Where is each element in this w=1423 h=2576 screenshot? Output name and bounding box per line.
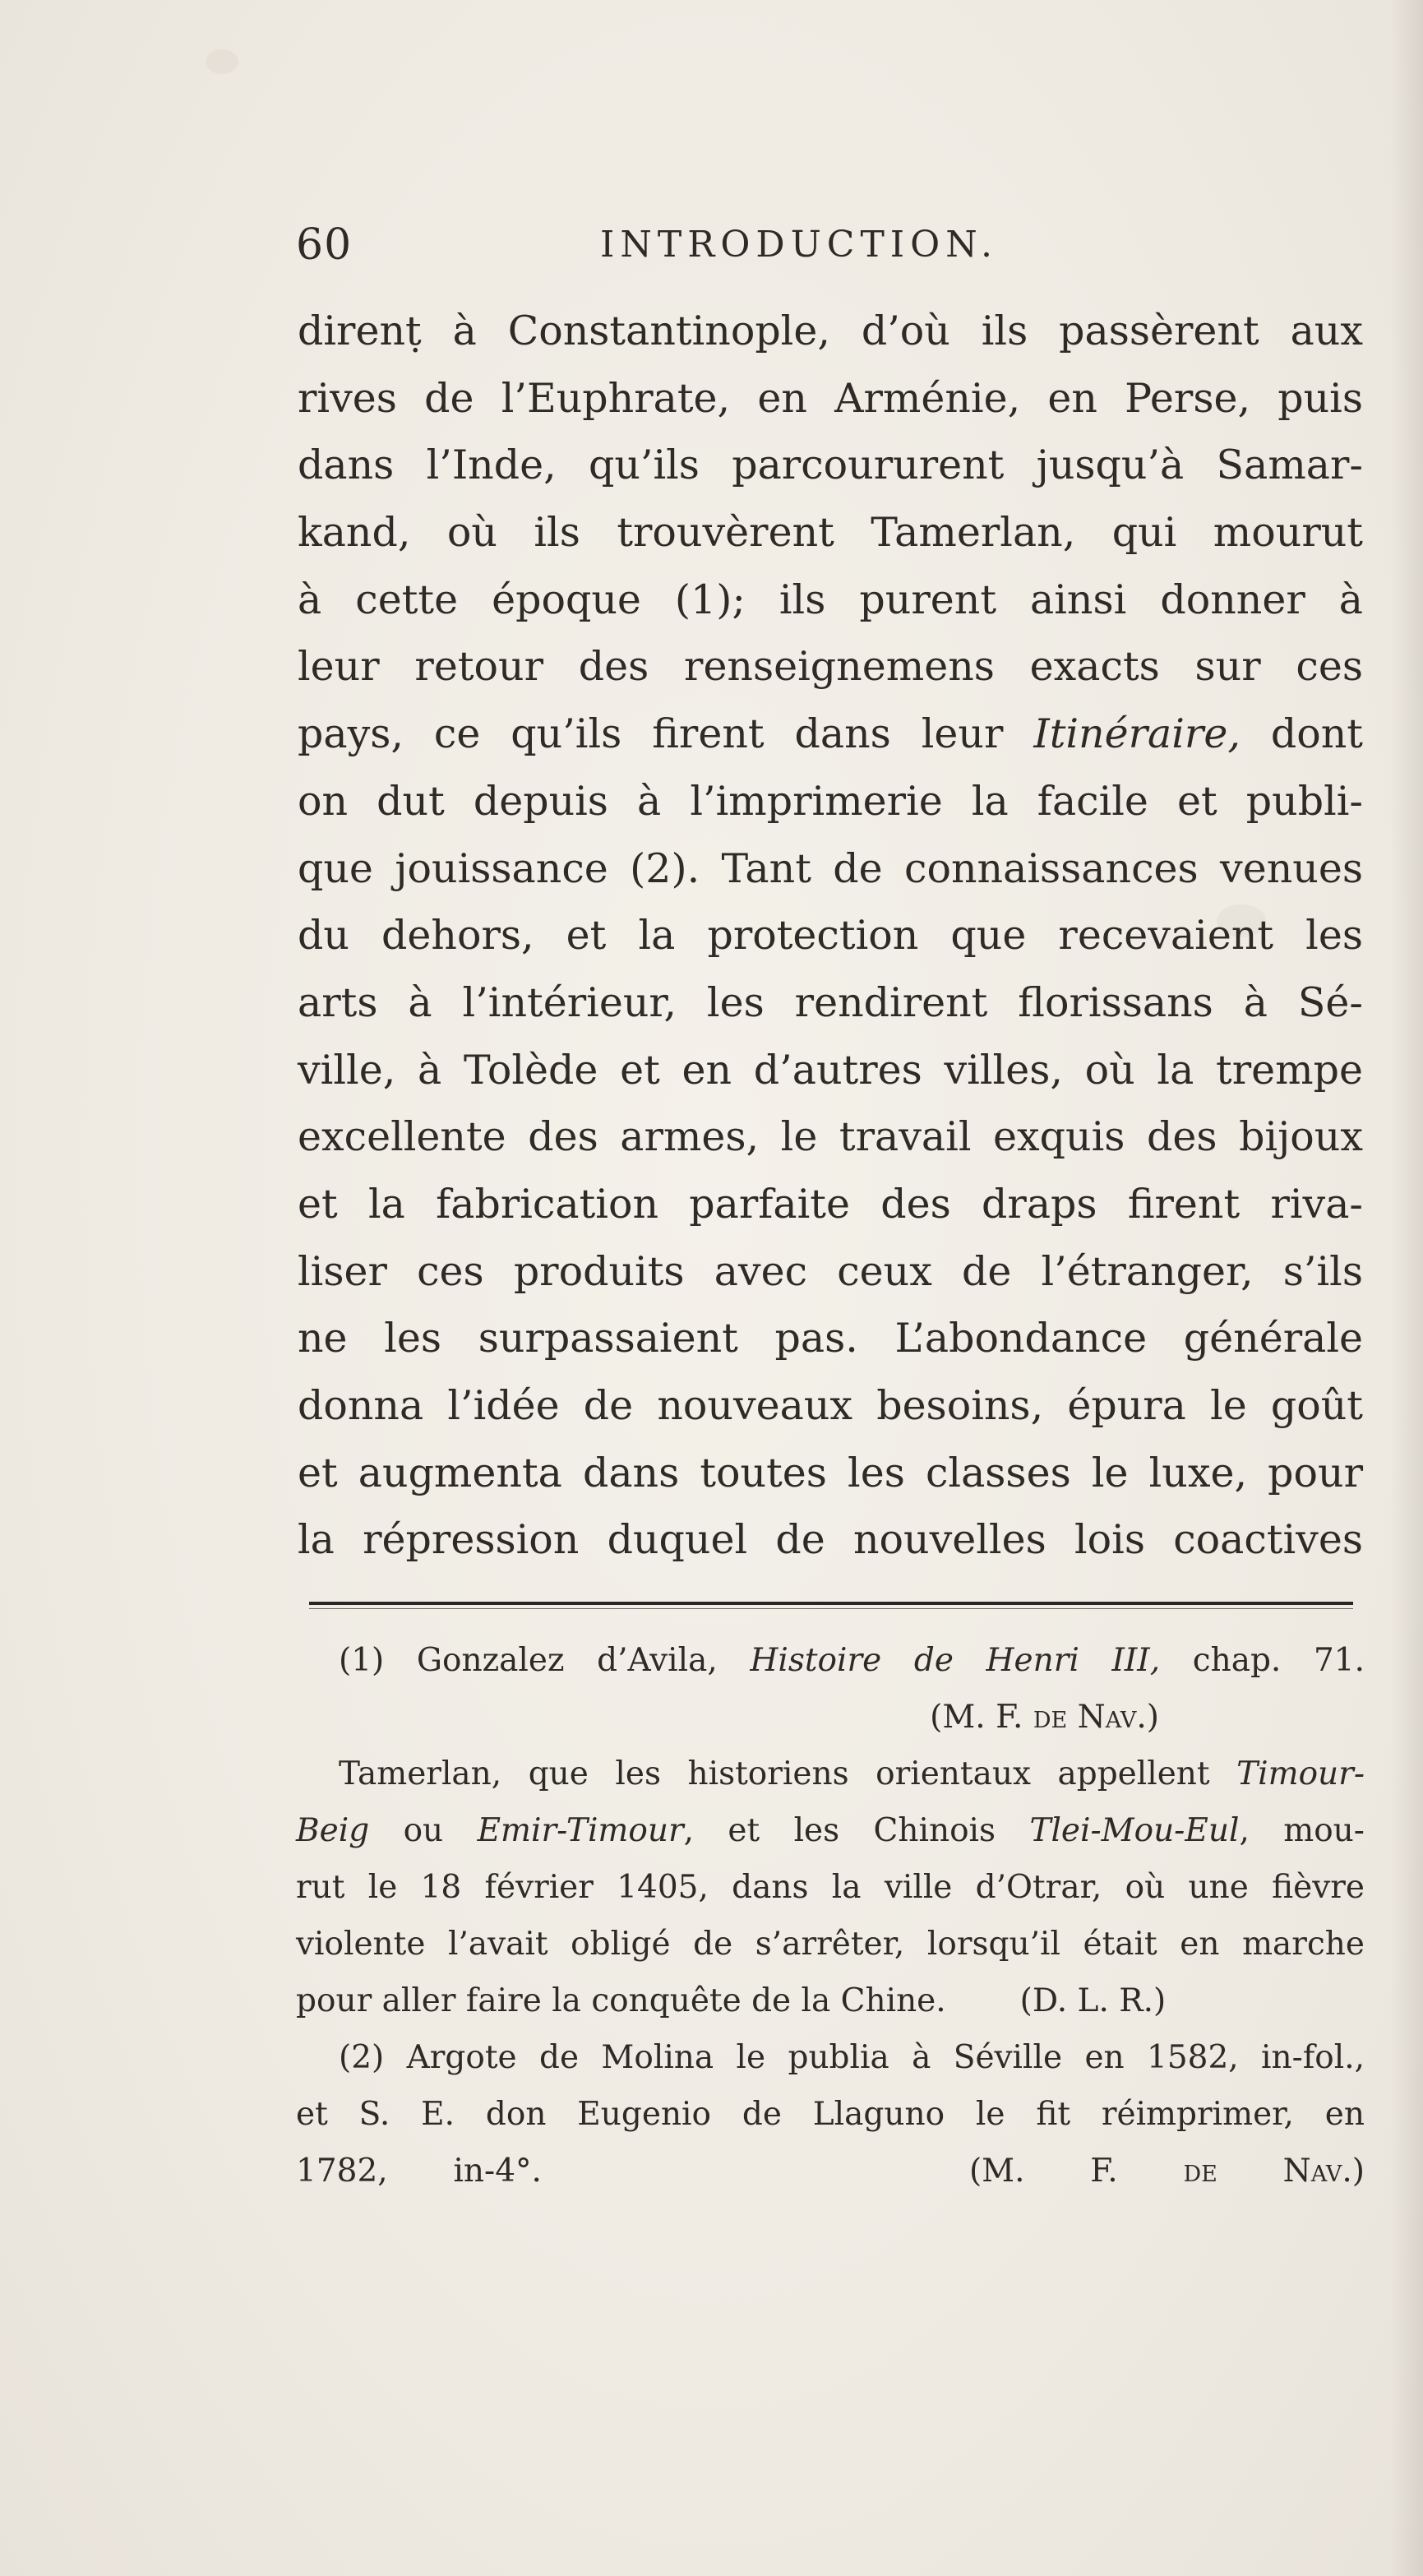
text-run: dont [1240,710,1363,758]
footnote-line [296,1972,1365,2029]
text-line: la répression duquel de nouvelles lois coactives [298,1516,1363,1564]
text-run: chap. 71. [1160,1642,1365,1679]
text-line: dans l’Inde, qu’ils parcoururent jusqu’à Samar- [298,442,1363,489]
name-italic: Beig [296,1812,370,1849]
signature: (M. F. de Nav.) [968,2153,1365,2190]
main-text [298,298,1363,1574]
footnote-rule [309,1602,1353,1605]
footnote-line [296,1802,1365,1859]
text-line [298,701,1363,768]
text-run: (1) Gonzalez d’Avila, [339,1642,751,1679]
text-line: à cette époque (1); ils purent ainsi donner à [298,576,1363,623]
text-line: ne les surpassaient pas. L’abondance générale [298,1315,1363,1362]
footnote-line [296,1746,1365,1802]
running-title: INTRODUCTION. [600,224,998,266]
text-line: direnṭ à Constantinople, d’où ils passèrent aux [298,308,1363,354]
cited-title: Histoire de Henri III, [750,1642,1161,1679]
footnote-line: violente l’avait obligé de s’arrêter, lorsqu’il était en marche [296,1926,1365,1963]
footnote-line: rut le 18 février 1405, dans la ville d’Otrar, où une fièvre [296,1869,1365,1906]
footnote-line [296,2143,1365,2199]
footnote-signature [296,1689,1365,1746]
text-line: que jouissance (2). Tant de connaissances venues [298,844,1363,892]
text-line: rives de l’Euphrate, en Arménie, en Perse, puis [298,374,1363,422]
name-italic: Tlei-Mou-Eul [1029,1812,1240,1849]
text-run: , et les Chinois [683,1812,1030,1849]
footnotes [296,1632,1365,2199]
text-line: du dehors, et la protection que recevaient les [298,912,1363,960]
name-italic: Timour- [1236,1755,1365,1792]
text-run: ou [369,1812,478,1849]
text-run: 1782, in-4°. [296,2153,542,2190]
paper-spot [206,49,238,74]
text-run: pays, ce qu’ils firent dans leur [298,710,1034,758]
text-line: liser ces produits avec ceux de l’étranger, s’ils [298,1247,1363,1295]
text-line: excellente des armes, le travail exquis des bijoux [298,1113,1363,1161]
name-italic: Emir-Timour [477,1812,684,1849]
footnote-2: (2) Argote de Molina le publia à Séville en 1582, in-fol., [339,2039,1365,2076]
itinerary-title: Itinéraire, [1033,710,1241,758]
footnote-line: et S. E. don Eugenio de Llaguno le fit réimprimer, en [296,2096,1365,2133]
text-run: Tamerlan, que les historiens orientaux appellent [339,1755,1237,1792]
text-run: , mou- [1239,1812,1365,1849]
text-line: arts à l’intérieur, les rendirent florissans à Sé- [298,978,1363,1026]
page-header [296,220,1365,278]
page-number: 60 [296,220,353,270]
text-line: et augmenta dans toutes les classes le luxe, pour [298,1449,1363,1496]
text-line: kand, où ils trouvèrent Tamerlan, qui mourut [298,509,1363,557]
signature: (M. F. de Nav.) [930,1699,1159,1736]
text-line: on dut depuis à l’imprimerie la facile et publi- [298,777,1363,825]
page-edge-shadow [1390,0,1423,2576]
text-line: et la fabrication parfaite des draps firent riva- [298,1180,1363,1228]
text-line: leur retour des renseignemens exacts sur ces [298,643,1363,691]
text-run: pour aller faire la conquête de la Chine. [296,1982,946,2019]
footnote-1 [296,1632,1365,1689]
footnote-rule-thin [309,1608,1353,1609]
signature: (D. L. R.) [1019,1982,1167,2019]
text-line: donna l’idée de nouveaux besoins, épura le goût [298,1382,1363,1429]
text-line: ville, à Tolède et en d’autres villes, où la trempe [298,1046,1363,1094]
